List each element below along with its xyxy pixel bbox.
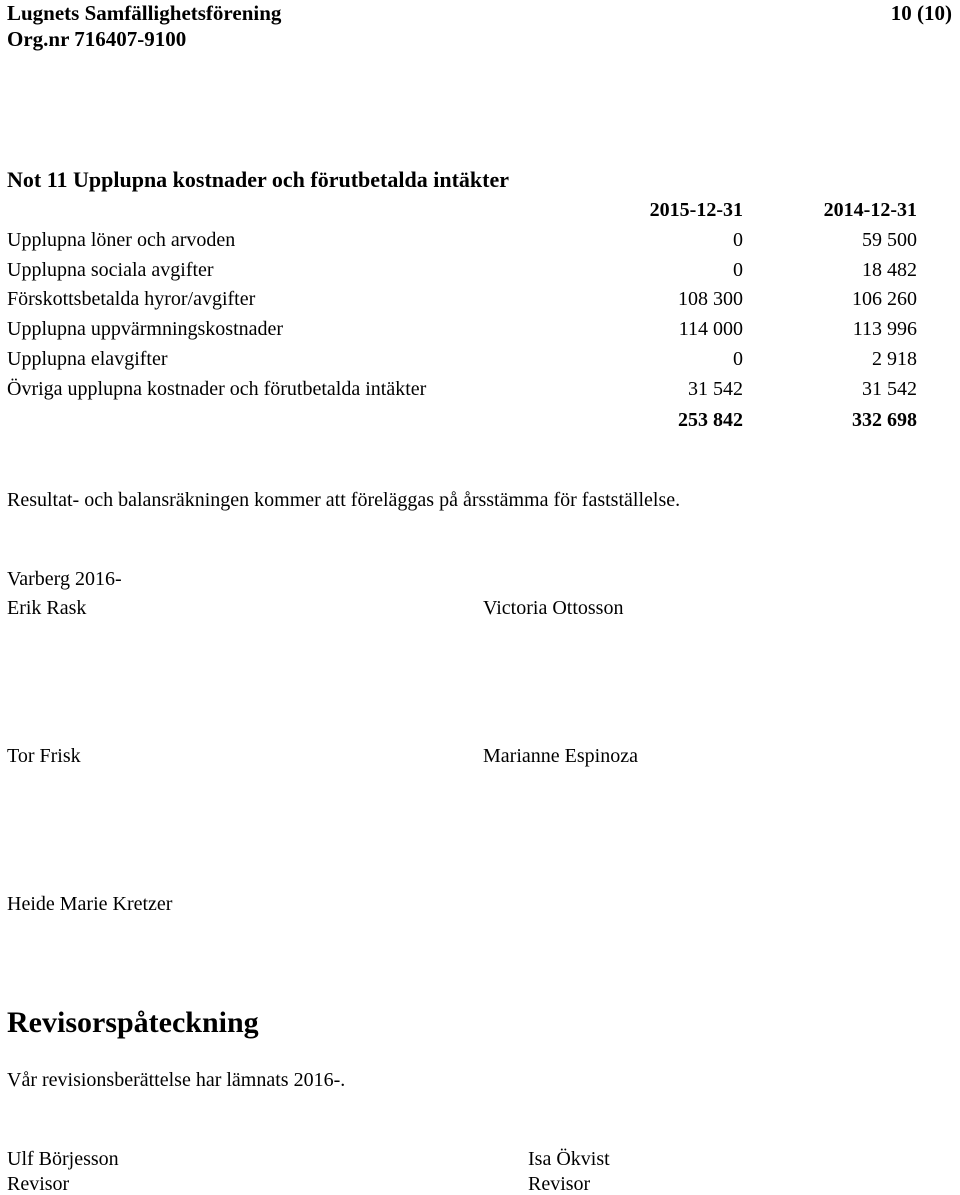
total-2015: 253 842: [678, 409, 743, 431]
row-label: Upplupna löner och arvoden: [7, 229, 236, 251]
auditor-name: Isa Ökvist: [528, 1148, 610, 1170]
column-header-2015: 2015-12-31: [649, 199, 743, 221]
column-header-2014: 2014-12-31: [823, 199, 917, 221]
row-label: Förskottsbetalda hyror/avgifter: [7, 288, 256, 310]
row-value-2014: 113 996: [852, 318, 917, 340]
row-value-2014: 18 482: [862, 259, 917, 281]
row-value-2014: 2 918: [872, 348, 917, 370]
row-label: Övriga upplupna kostnader och förutbetalda intäkter: [7, 378, 427, 400]
audit-title: Revisorspåteckning: [7, 1006, 259, 1039]
signature-name: Marianne Espinoza: [483, 745, 638, 767]
note-title: Not 11 Upplupna kostnader och förutbetalda intäkter: [7, 167, 509, 192]
row-label: Upplupna uppvärmningskostnader: [7, 318, 284, 340]
approval-statement: Resultat- och balansräkningen kommer att föreläggas på årsstämma för fastställelse.: [7, 489, 681, 511]
row-label: Upplupna elavgifter: [7, 348, 168, 370]
signature-name: Erik Rask: [7, 597, 87, 619]
row-value-2015: 0: [733, 259, 743, 281]
row-value-2014: 31 542: [862, 378, 917, 400]
audit-text: Vår revisionsberättelse har lämnats 2016-.: [7, 1069, 346, 1091]
row-label: Upplupna sociala avgifter: [7, 259, 214, 281]
row-value-2015: 31 542: [688, 378, 743, 400]
auditor-name: Ulf Börjesson: [7, 1148, 119, 1170]
signature-name: Victoria Ottosson: [483, 597, 624, 619]
row-value-2014: 106 260: [852, 288, 917, 310]
row-value-2015: 0: [733, 229, 743, 251]
row-value-2015: 114 000: [678, 318, 743, 340]
place-date: Varberg 2016-: [7, 568, 122, 590]
row-value-2015: 0: [733, 348, 743, 370]
row-value-2015: 108 300: [678, 288, 743, 310]
auditor-role: Revisor: [528, 1173, 591, 1195]
row-value-2014: 59 500: [862, 229, 917, 251]
auditor-role: Revisor: [7, 1173, 70, 1195]
organization-name: Lugnets Samfällighetsförening: [7, 1, 282, 25]
total-2014: 332 698: [852, 409, 917, 431]
organization-number: Org.nr 716407-9100: [7, 27, 187, 51]
signature-name: Heide Marie Kretzer: [7, 893, 173, 915]
signature-name: Tor Frisk: [7, 745, 81, 767]
page-number: 10 (10): [890, 1, 952, 25]
